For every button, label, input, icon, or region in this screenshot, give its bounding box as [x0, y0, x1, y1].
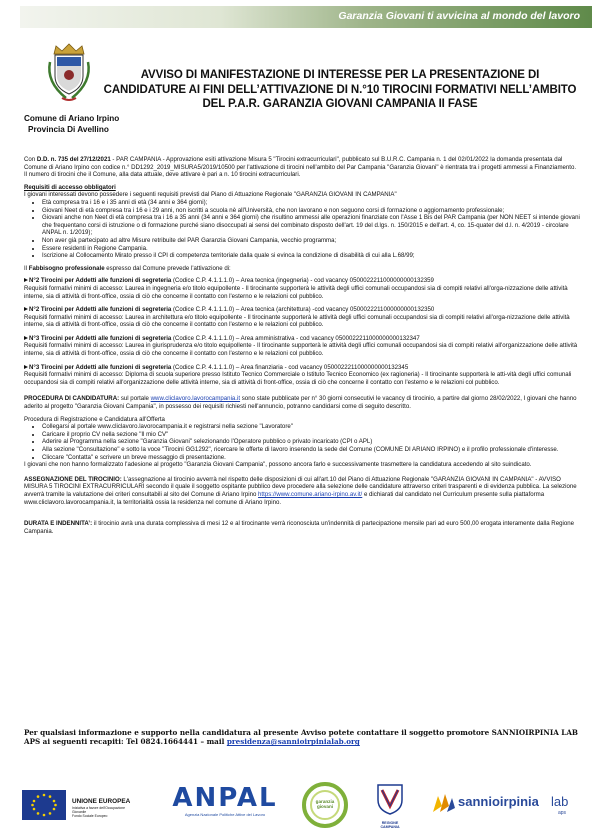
- anpal-subtitle: Agenzia Nazionale Politiche Attive del Lavoro: [184, 812, 266, 817]
- procedure-label: PROCEDURA DI CANDIDATURA:: [24, 395, 120, 403]
- list-item: • Giovani Neet di età compresa tra i 16 e i 29 anni, non iscritti a scuola nè all'Università, che non lavorano e non seguono corsi di formazione o aggiornamento professionale;: [42, 207, 580, 215]
- list-item: • Collegarsi al portale www.cliclavoro.lavorocampania.it e registrarsi nella sezione "Lavoratore": [42, 423, 580, 431]
- list-item: • Essere residenti in Regione Campania.: [42, 245, 580, 253]
- notice-title: AVVISO DI MANIFESTAZIONE DI INTERESSE PER LA PRESENTAZIONE DI CANDIDATURE AI FINI DELL’ATTIVAZIONE DI N.°10 TIROCINI FORMATIVI NELL’AMBITO DEL P.A.R. GARANZIA GIOVANI CAMPANIA II FASE: [103, 69, 577, 110]
- vacancy-description: Requisiti formativi minimi di accesso: Laurea in ingegneria e/o titolo equipollente - Il tirocinante supporterà le attività degli uffici comunali occupandosi sia di compiti relativi all'orga-nizzazione delle attività interne, sia di attività di front-office, ossia di ciò che concerne il contatto con l'esterno e le relazioni col pubblico.: [24, 284, 568, 300]
- vacancy-block: [24, 335, 580, 358]
- arrow-bullet-icon: [24, 278, 28, 282]
- comune-website-link[interactable]: https://www.comune.ariano-irpino.av.it/: [258, 490, 363, 498]
- regione-campania-logo: [372, 782, 408, 829]
- registration-tail: I giovani che non hanno formalizzato l'adesione al progetto "Garanzia Giovani Campania", possono ancora farlo e successivamente trasmettere la candidatura accedendo al sito suindicato.: [24, 461, 532, 469]
- list-item: • Età compresa tra i 16 e i 35 anni di età (34 anni e 364 giorni);: [42, 199, 580, 207]
- eu-fund: Fondo Sociale Europeo: [72, 813, 108, 818]
- fabbisogno-pre: Il: [24, 264, 29, 272]
- vacancy-title: N°3 Tirocini per Addetti alle funzioni di segreteria: [29, 363, 172, 371]
- sannio-lab-mark: lab: [551, 794, 569, 809]
- contact-email-link[interactable]: presidenza@sannioirpinialab.org: [226, 737, 360, 747]
- procedure-text: sono state pubblicate per n° 30 giorni consecutivi le vacancy di tirocinio, a partire dal giorno 28/02/2022, I giovani che hanno aderito al progetto "Garanzia Giovani Campania", in possesso dei requisiti richiesti nell'annuncio, potranno candidarsi come di seguito descritto.: [24, 395, 577, 411]
- requirements-section: [24, 184, 580, 260]
- list-item: • Iscrizione al Collocamento Mirato presso il CPI di competenza territoriale dalla quale si evinca la condizione di disabilità di cui alla L.68/99;: [42, 252, 580, 260]
- intro-paragraph: [24, 156, 580, 179]
- anpal-wordmark: ANPAL: [172, 783, 278, 813]
- eu-flag-icon: [22, 790, 66, 820]
- list-item: • Aderire al Programma nella sezione "Garanzia Giovani" selezionando l'Operatore pubblico o privato incaricato (CPI o APL): [42, 438, 580, 446]
- requirements-list: [24, 199, 580, 260]
- registration-steps: [24, 423, 580, 461]
- vacancy-title: N°3 Tirocini per Addetti alle funzioni di segreteria: [29, 334, 172, 342]
- registration-section: [24, 416, 580, 469]
- sannio-aps-mark: aps: [558, 810, 567, 816]
- eu-logo: [22, 790, 66, 825]
- assignment-text: L'assegnazione al tirocinio avverrà nel rispetto delle disposizioni di cui all'art.10 del Piano di Attuazione Regionale "GARANZIA GIOVANI IN CAMPANIA" - AVVISO MISURA 5 TIROCINI EXTRACURRICULARI secondo il quale il soggetto ospitante pubblico deve procedere alla selezione delle candidature attraverso criteri trasparenti e di evidenza pubblica. La selezione avverrà tramite la valutazione dei criteri consultabili al sito del Comune di Ariano Irpino: [24, 475, 577, 498]
- contact-text: Per qualsiasi informazione e supporto nella candidatura al presente Avviso potete contattare il soggetto promotore SANNIOIRPINIA LAB APS ai seguenti recapiti: Tel 0824.1664441 – mail: [24, 728, 578, 747]
- procedure-paragraph: [24, 395, 580, 410]
- regione-campania-crest-icon: [375, 782, 405, 816]
- vacancy-title: N°2 Tirocini per Addetti alle funzioni di segreteria: [29, 277, 172, 285]
- arrow-bullet-icon: [24, 336, 28, 340]
- vacancy-meta: (Codice C.P. 4.1.1.1.0) – Area finanziaria - cod vacancy 0500022211000000000132345: [171, 363, 409, 371]
- vacancy-description: Requisiti formativi minimi di accesso: Laurea in architettura e/o titolo equipollente - Il tirocinante supporterà le attività degli uffici comunali occupandosi sia di compiti relativi all'orga-nizzazione delle attività interne, sia di attività di front-office, ossia di ciò che concerne il contatto con l'esterno e le relazioni col pubblico.: [24, 313, 570, 329]
- vacancy-block: [24, 306, 580, 329]
- assignment-paragraph: [24, 476, 580, 506]
- intro-lead: Con: [24, 156, 37, 163]
- garanzia-giovani-logo: [300, 782, 350, 833]
- fabbisogno-post: espresso dal Comune prevede l'attivazione di:: [104, 264, 231, 272]
- municipal-crest-icon: [44, 42, 94, 104]
- garanzia-giovani-label: garanzia giovani: [315, 799, 335, 809]
- arrow-bullet-icon: [24, 307, 28, 311]
- list-item: • Caricare il proprio CV nella sezione "Il mio CV": [42, 431, 580, 439]
- eu-caption: [72, 799, 134, 818]
- vacancy-description: Requisiti formativi minimi di accesso: Laurea in giurisprudenza e/o titolo equipollente - Il tirocinante supporterà le attività degli uffici comunali occupandosi sia di compiti relativi all'organizzazione delle attività interne, sia di attività di front-office, ossia di ciò che concerne il contatto con l'esterno e le relazioni col pubblico.: [24, 342, 578, 358]
- vacancy-title: N°2 Tirocini per Addetti alle funzioni di segreteria: [29, 306, 172, 314]
- procedure-pre: sul portale: [119, 395, 151, 403]
- footer-logos: [0, 778, 600, 833]
- list-item: • Giovani anche non Neet di età compresa tra i 16 a 35 anni (34 anni e 364 giorni) che risultino ammessi alle operazioni finanziate con l'Asse 1 Bis del PAR Campania (per NON NEET si intende giovani che frequentano corsi di istruzione o di formazione purché siano disoccupati ai sensi del combinato disposto dell'art. 19 del d.lgs. n. 150/2015 e dell'art. 4, co. 15-quater del d.l. n. 4/2019 - circolare ANPAL n. 1/2019);: [42, 214, 580, 237]
- province-name: Provincia Di Avellino: [28, 125, 109, 134]
- vacancy-meta: (Codice C.P. 4.1.1.1.0) – Area amministrativa - cod vacancy 0500022211000000000132347: [171, 334, 420, 342]
- cliclavoro-link[interactable]: www.cliclavoro.lavorocampania.it: [150, 395, 241, 403]
- vacancy-block: [24, 277, 580, 300]
- contact-info: [24, 728, 580, 747]
- duration-label: DURATA E INDENNITA’:: [24, 520, 93, 528]
- vacancy-description: Requisiti formativi minimi di accesso: Diploma di scuola superiore presso Istituto Tecnico Commerciale o Istituto Tecnico Economico (ex ragioneria) - Il tirocinante supporterà le atti-vità degli uffici comunali occupandosi sia di compiti relativi all'organizzazione delle attività interne, sia di attività di front-office, ossia di ciò che concerne il contatto con l'esterno e le relazioni col pubblico.: [24, 371, 572, 386]
- requirements-heading: Requisiti di accesso obbligatori: [24, 183, 116, 191]
- issuing-municipality: [24, 113, 119, 135]
- eu-label: UNIONE EUROPEA: [72, 798, 131, 805]
- requirements-lead: I giovani interessati devono possedere i seguenti requisiti previsti dal Piano di Attuazione Regionale "GARANZIA GIOVANI IN CAMPANIA": [24, 191, 397, 199]
- sannioirpinia-hands-icon: [430, 792, 456, 816]
- decree-reference: D.D. n. 735 del 27/12/2021: [36, 156, 111, 163]
- sannio-wordmark: sannioirpinia: [458, 794, 539, 809]
- list-item: • Alla sezione "Consultazione" e sotto la voce "Tirocini GG1292", ricercare le offerte di lavoro inserendo la sede del Comune (COMUNE DI ARIANO IRPINO) e il profilo professionale d'interesse.: [42, 446, 580, 454]
- fabbisogno-paragraph: [24, 265, 580, 273]
- list-item: • Non aver già partecipato ad altre Misure retribuite del PAR Garanzia Giovani Campania, vecchio programma;: [42, 237, 580, 245]
- duration-text: il tirocinio avrà una durata complessiva di mesi 12 e al tirocinante verrà riconosciuta un'indennità di partecipazione mensile pari ad euro 500,00 erogata interamente dalla Regione Campania.: [24, 520, 574, 535]
- assignment-label: ASSEGNAZIONE DEL TIROCINIO:: [24, 475, 122, 483]
- intro-text: - PAR CAMPANIA - Approvazione esiti attivazione Misura 5 "Tirocini extracurriculari", pubblicato sul B.U.R.C. Campania n. 1 del 02/01/2022 la domanda presentata dal Comune di Ariano Irpino con codice n.° DD1292_2019_MISURA5/2019/10500 per l'attivazione di tirocini nell'ambito del Par Campania "Garanzia Giovani" è rientrata tra i progetti ammessi a Finanziamento. Il numero di tirocini che il Comune, alla data attuale, deve attivare è pari a n. 10 tirocini extracurriculari.: [24, 156, 577, 179]
- assignment-tail: e dichiarati dal candidato nel Curriculum presente sulla piattaforma www.cliclavoro.lavorocampania.it, la territorialità ossia la residenza nel comune di Ariano Irpino.: [24, 490, 545, 506]
- duration-paragraph: [24, 520, 580, 535]
- municipality-name: Comune di Ariano Irpino: [24, 114, 120, 123]
- vacancy-meta: (Codice C.P. 4.1.1.1.0) – Area tecnica (architettura) -cod vacancy 0500022211000000000132350: [171, 306, 435, 314]
- registration-lead: Procedura di Registrazione e Candidatura all'Offerta: [24, 415, 165, 423]
- arrow-bullet-icon: [24, 365, 28, 369]
- list-item: • Cliccare "Contatta" e scrivere un breve messaggio di presentazione.: [42, 454, 580, 462]
- eu-initiative: Iniziativa a favore dell'Occupazione Giovanile: [72, 805, 126, 814]
- banner-slogan: Garanzia Giovani ti avvicina al mondo del lavoro: [338, 10, 580, 22]
- vacancy-meta: (Codice C.P. 4.1.1.1.0) – Area tecnica (ingegneria) - cod vacancy 0500022211000000000132359: [171, 277, 434, 285]
- top-banner: [20, 6, 592, 28]
- regione-label: REGIONE CAMPANIA: [380, 821, 400, 829]
- vacancy-block: [24, 364, 580, 387]
- fabbisogno-bold: Fabbisogno professionale: [28, 264, 105, 272]
- notice-body: [24, 156, 580, 540]
- anpal-logo: [170, 784, 280, 817]
